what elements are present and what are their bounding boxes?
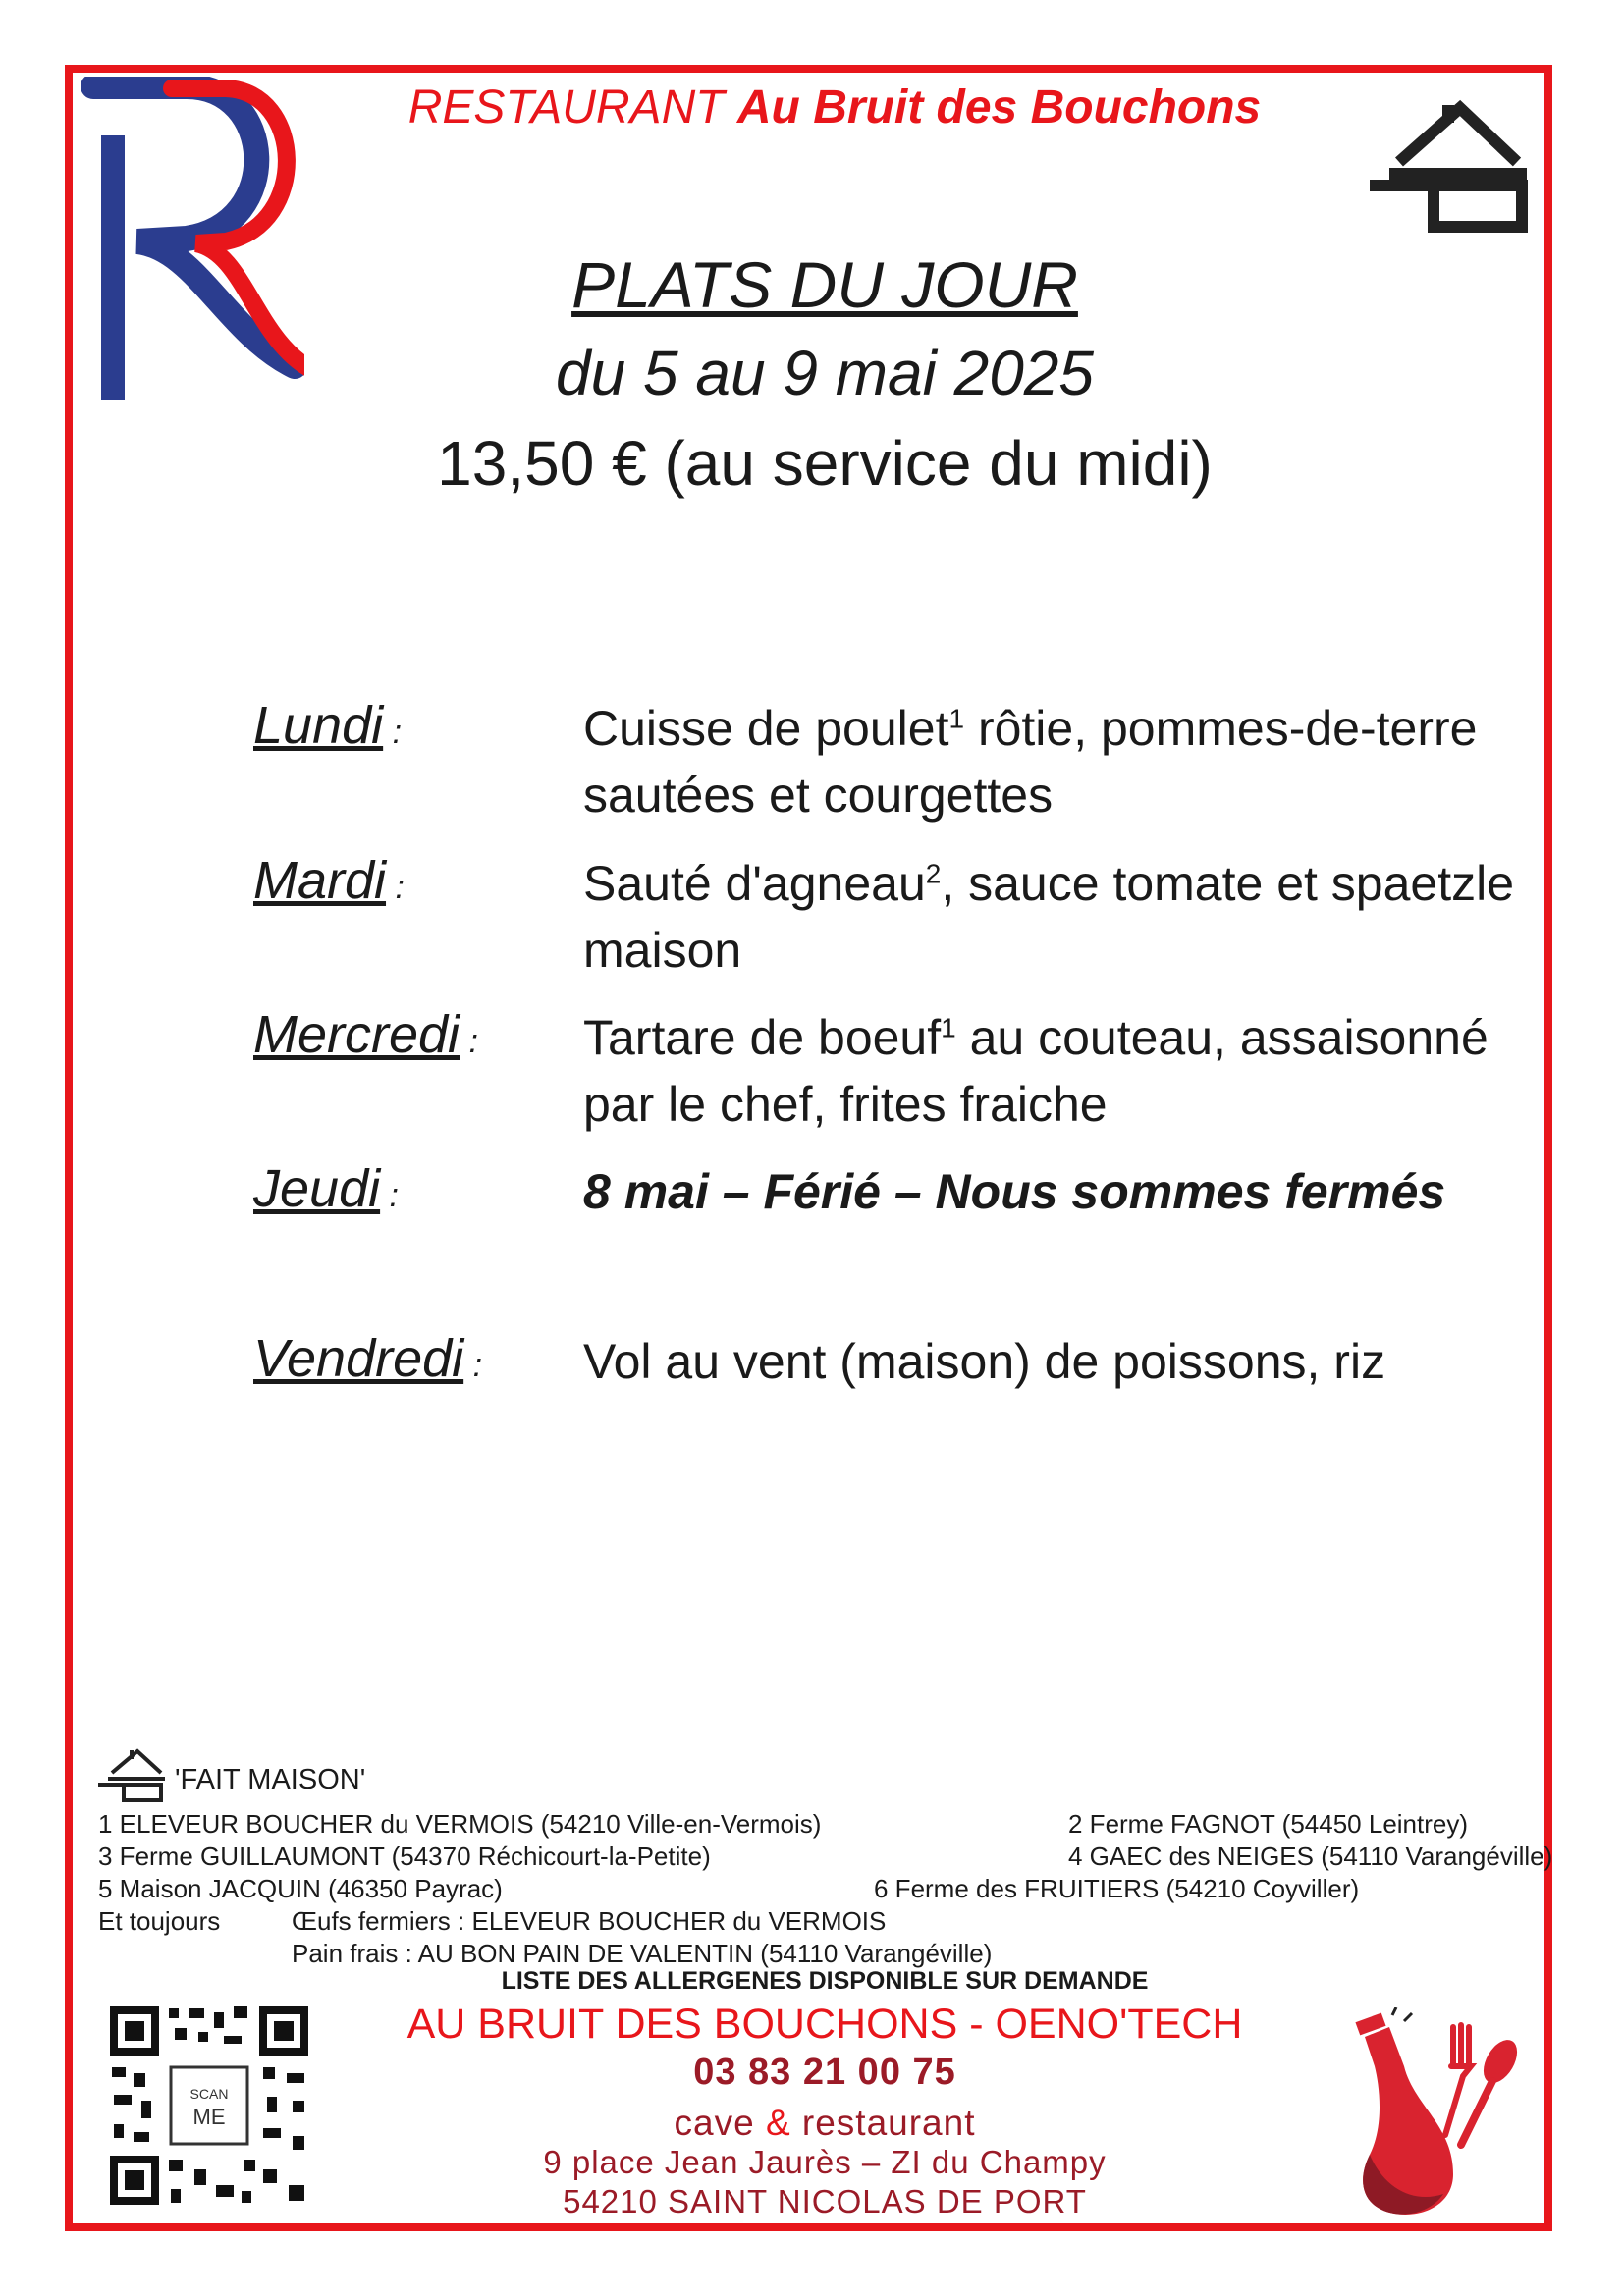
- title-block: [295, 240, 1355, 510]
- address-line-2: 54210 SAINT NICOLAS DE PORT: [563, 2183, 1087, 2219]
- qr-scan-label: SCAN: [189, 2086, 229, 2102]
- footer-phone[interactable]: 03 83 21 00 75: [693, 2052, 956, 2093]
- dish-text: Sauté d'agneau$^2$, sauce tomate et spaetzle maison: [583, 856, 1515, 978]
- fait-maison-label: 'FAIT MAISON': [175, 1764, 366, 1795]
- day-label: Mercredi :: [253, 1005, 478, 1064]
- supplier-4: 4 GAEC des NEIGES (54110 Varangéville): [1068, 1842, 1553, 1871]
- address-line-1: 9 place Jean Jaurès – ZI du Champy: [543, 2144, 1107, 2180]
- fait-maison-small-icon: [98, 1745, 169, 1804]
- day-label: Lundi :: [253, 696, 403, 755]
- qr-code-icon[interactable]: [106, 2002, 312, 2209]
- page-title: PLATS DU JOUR: [571, 248, 1078, 321]
- footer-address: [295, 2143, 1355, 2221]
- day-label: Jeudi :: [253, 1159, 399, 1218]
- bottle-cutlery-logo-icon: [1345, 2007, 1527, 2228]
- footer-restaurant-name: AU BRUIT DES BOUCHONS - OENO'TECH: [406, 2001, 1243, 2048]
- footer-tagline: cave & restaurant: [674, 2103, 976, 2143]
- dish-text: Cuisse de poulet$^1$ rôtie, pommes-de-terre sautées et courgettes: [583, 701, 1478, 823]
- fait-maison-house-icon: [1370, 93, 1542, 236]
- dish-text: Tartare de boeuf$^1$ au couteau, assaisonné par le chef, frites fraiche: [583, 1010, 1489, 1132]
- supplier-1: 1 ELEVEUR BOUCHER du VERMOIS (54210 Ville-en-Vermois): [98, 1809, 822, 1839]
- dish-text: Vol au vent (maison) de poissons, riz: [583, 1334, 1386, 1389]
- day-label: Mardi :: [253, 851, 405, 910]
- week-dates: du 5 au 9 mai 2025: [556, 338, 1094, 408]
- allergen-notice: LISTE DES ALLERGENES DISPONIBLE SUR DEMANDE: [501, 1967, 1149, 1995]
- supplier-2: 2 Ferme FAGNOT (54450 Leintrey): [1068, 1809, 1469, 1839]
- rr-logo-icon: [79, 77, 304, 410]
- day-label: Vendredi :: [253, 1329, 483, 1388]
- supplier-3: 3 Ferme GUILLAUMONT (54370 Réchicourt-la-Petite): [98, 1842, 711, 1871]
- restaurant-header: [295, 80, 1375, 134]
- supplier-oeufs: Œufs fermiers : ELEVEUR BOUCHER du VERMOIS: [292, 1906, 887, 1936]
- header-prefix: RESTAURANT: [407, 81, 725, 133]
- qr-me-label: ME: [192, 2105, 226, 2129]
- supplier-pain: Pain frais : AU BON PAIN DE VALENTIN (54110 Varangéville): [292, 1939, 993, 1968]
- et-toujours-label: Et toujours: [98, 1906, 221, 1936]
- supplier-5: 5 Maison JACQUIN (46350 Payrac): [98, 1874, 503, 1903]
- header-brand: Au Bruit des Bouchons: [736, 81, 1262, 133]
- menu-price: 13,50 € (au service du midi): [437, 428, 1213, 499]
- supplier-6: 6 Ferme des FRUITIERS (54210 Coyviller): [874, 1874, 1360, 1903]
- closed-notice: 8 mai – Férié – Nous sommes fermés: [583, 1164, 1446, 1219]
